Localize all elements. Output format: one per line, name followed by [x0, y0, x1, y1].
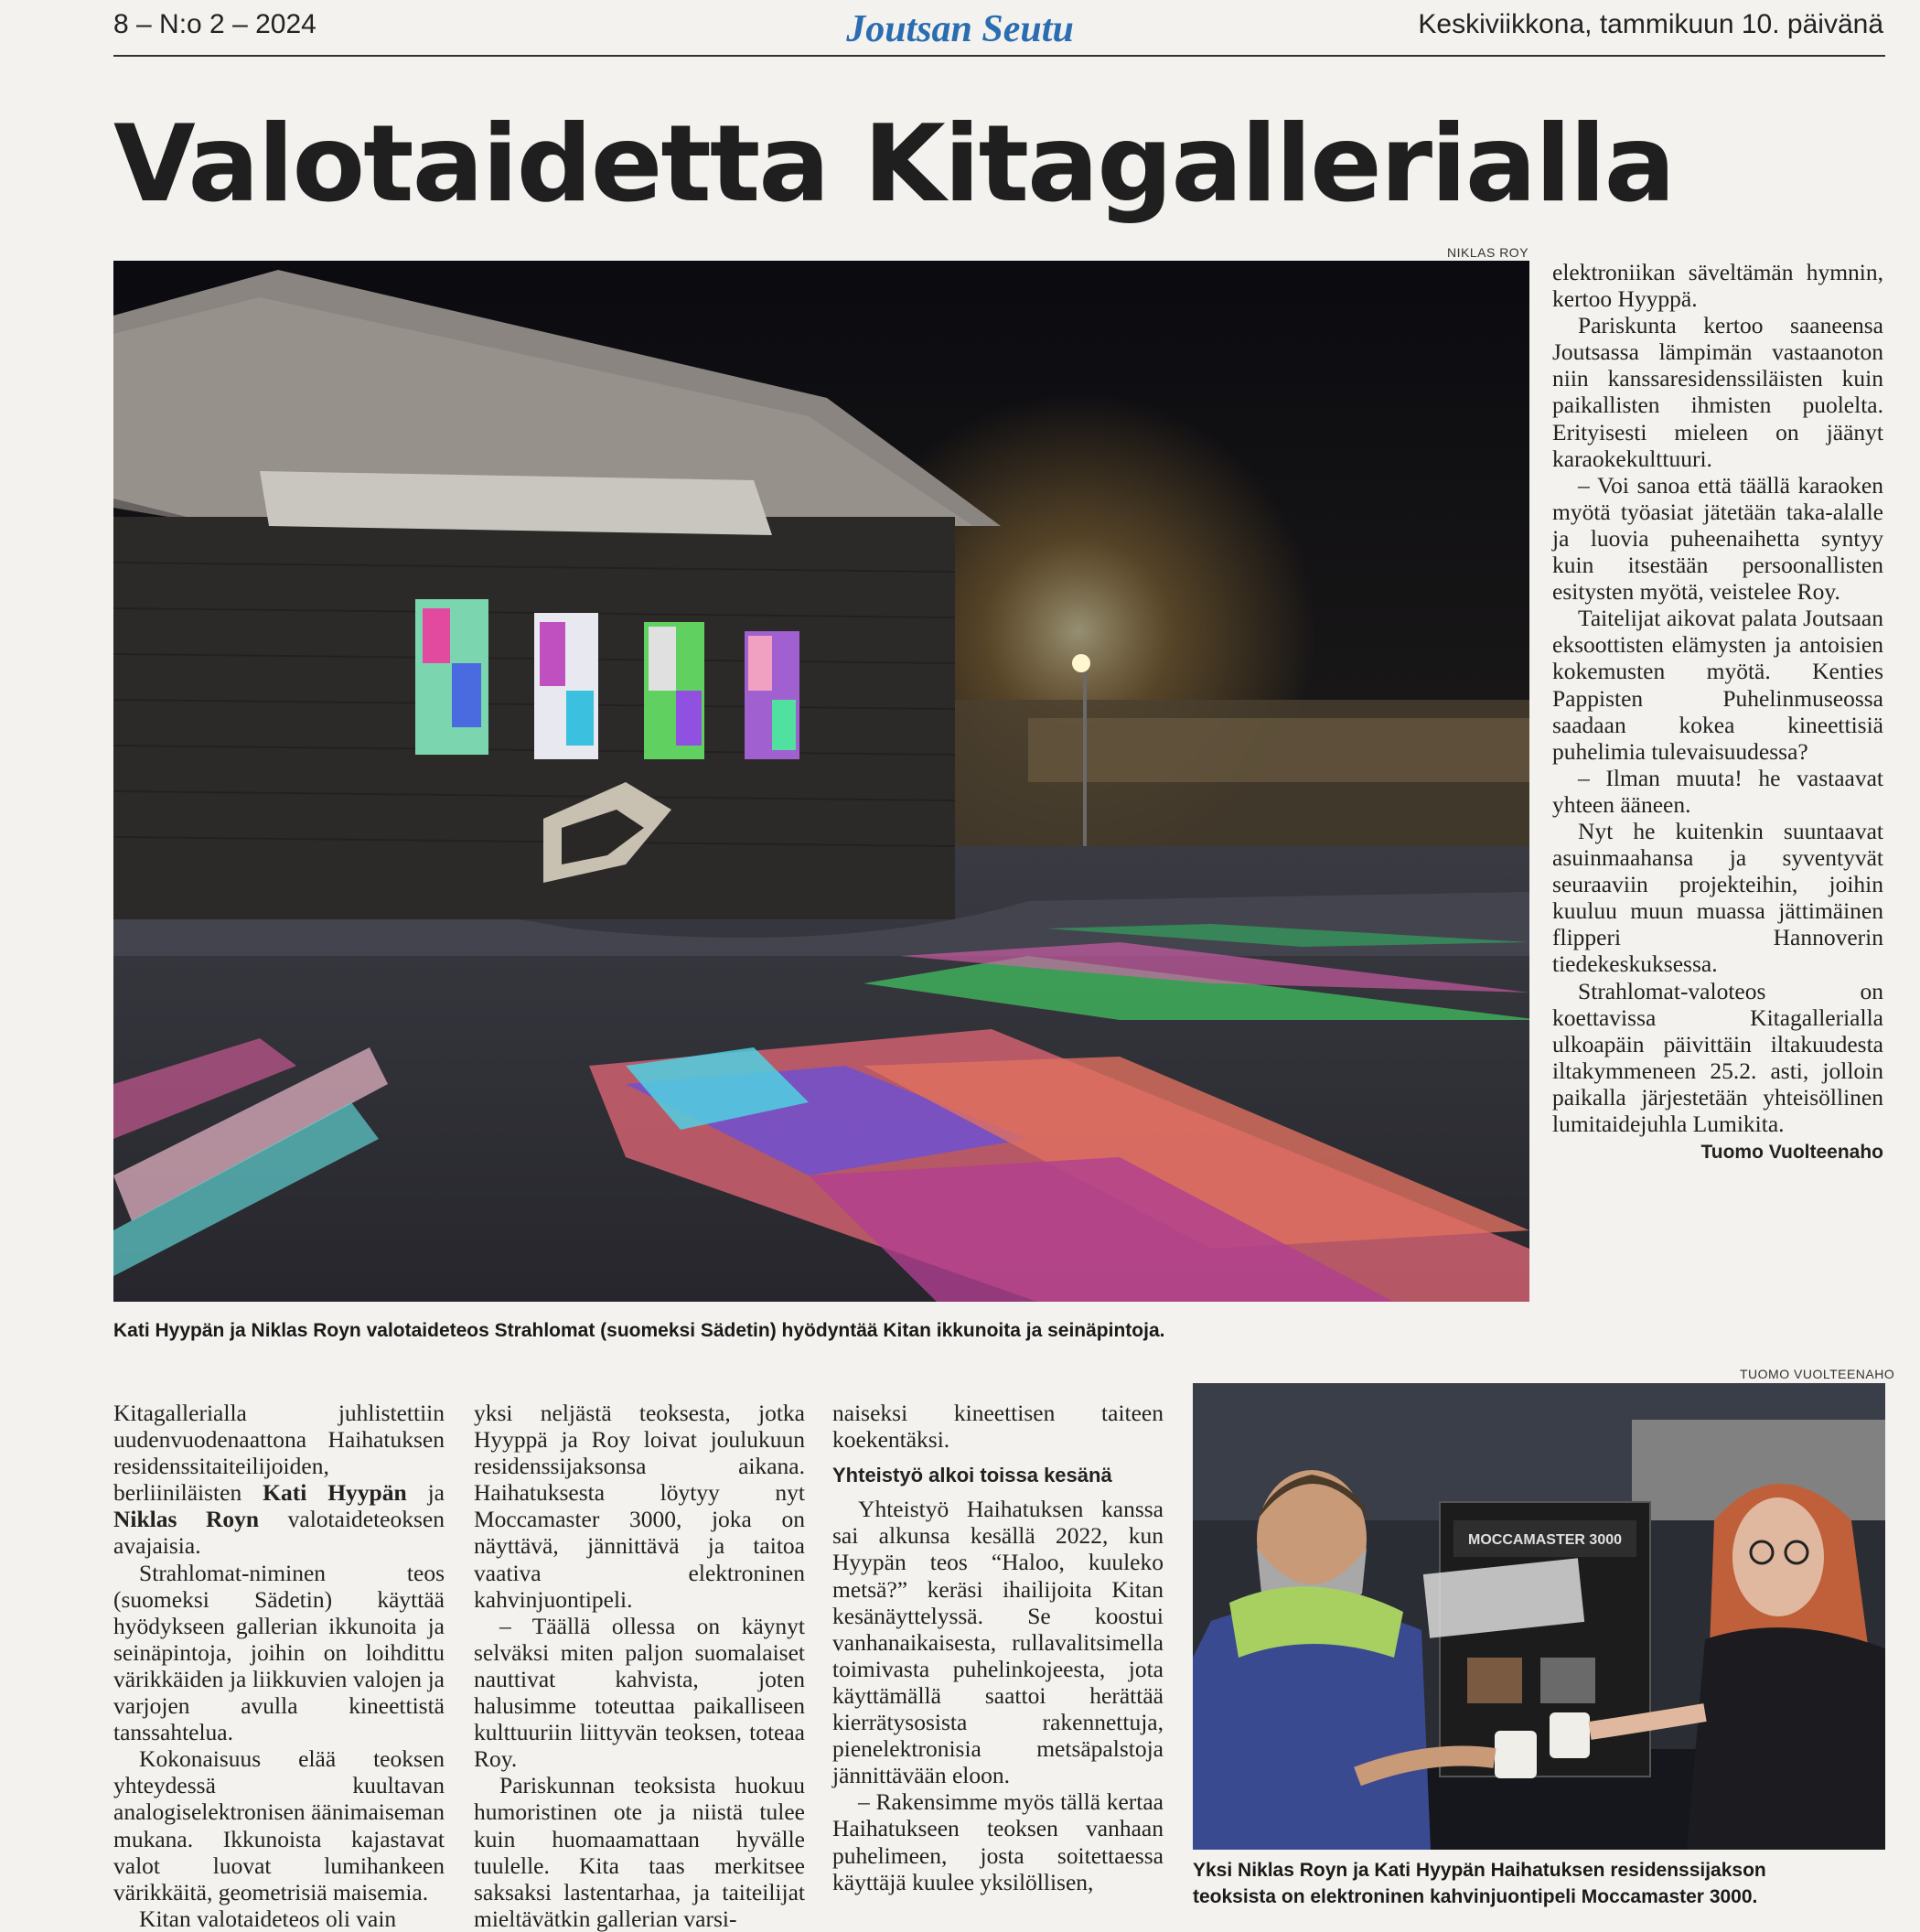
- article-headline: Valotaidetta Kitagallerialla: [113, 102, 1674, 226]
- newspaper-masthead: Joutsan Seutu: [846, 8, 1074, 50]
- small-photo-caption-line-1: Yksi Niklas Royn ja Kati Hyypän Haihatuksen residenssijakson: [1193, 1860, 1766, 1881]
- window-light-1: [415, 599, 488, 755]
- paragraph-13: – Voi sanoa että täällä karaoken myötä työasiat jätetään taka-alalle ja luovia puheenaihetta syntyy kuin itsestään persoonallisten esitysten myötä, veistelee Roy.: [1552, 471, 1883, 606]
- publication-date: Keskiviikkona, tammikuun 10. päivänä: [1418, 9, 1883, 39]
- paragraph-8: naiseksi kineettisen taiteen koekentäksi.: [832, 1400, 1164, 1454]
- paragraph-2: Strahlomat-niminen teos (suomeksi Sädetin) käyttää hyödykseen gallerian ikkunoita ja seinäpintoja, joihin on loihdittu värikkäiden ja liikkuvien valojen ja varjojen avulla kineettistä tanssahtelua.: [113, 1559, 445, 1746]
- article-column-3: [832, 1400, 1164, 1895]
- issue-number: 8 – N:o 2 – 2024: [113, 9, 316, 39]
- subheading: Yhteistyö alkoi toissa kesänä: [832, 1464, 1112, 1487]
- paragraph-17: Strahlomat-valoteos on koettavissa Kitagallerialla ulkoapäin päivittäin iltakuudesta iltakymmeneen 25.2. asti, jolloin paikalla järjestetään yhteisöllinen lumitaidejuhla Lumikita.: [1552, 977, 1883, 1137]
- small-photo: [1193, 1383, 1885, 1850]
- small-photo-caption-line-2: teoksista on elektroninen kahvinjuontipeli Moccamaster 3000.: [1193, 1886, 1758, 1908]
- paragraph-10: – Rakensimme myös tällä kertaa Haihatukseen teoksen vanhaan puhelimeen, josta soitettaessa käyttäjä kuulee yksilöllisen,: [832, 1788, 1164, 1895]
- paragraph-15: – Ilman muuta! he vastaavat yhteen ääneen.: [1552, 764, 1883, 818]
- paragraph-1-text-b: valotaideteoksen avajaisia.: [113, 1506, 445, 1560]
- window-light-2: [534, 613, 598, 759]
- artist-name-kati: Kati Hyypän: [263, 1479, 407, 1507]
- article-column-1: [113, 1400, 445, 1932]
- artists-with-coffee-game-photo: [1193, 1383, 1885, 1850]
- window-light-3: [644, 622, 704, 759]
- main-photo: [113, 261, 1529, 1302]
- author-byline: Tuomo Vuolteenaho: [1700, 1142, 1883, 1164]
- paragraph-3: Kokonaisuus elää teoksen yhteydessä kuultavan analogiselektronisen äänimaiseman mukana. Ikkunoista kajastavat valot luovat lumihankeen värikkäitä, geometrisiä maisemia.: [113, 1745, 445, 1905]
- paragraph-14: Taitelijat aikovat palata Joutsaan eksoottisten elämysten ja antoisien kokemusten myötä. Kenties Pappisten Puhelinmuseossa saadaan kokea kineettisiä puhelimia tulevaisuudessa?: [1552, 605, 1883, 765]
- paragraph-16: Nyt he kuitenkin suuntaavat asuinmaahansa ja syventyvät seuraaviin projekteihin, joihin kuuluu muun muassa jättimäinen flipperi Hannoverin tiedekeskuksessa.: [1552, 817, 1883, 978]
- window-light-4: [745, 631, 799, 759]
- paragraph-5: yksi neljästä teoksesta, jotka Hyyppä ja Roy loivat joulukuun residenssijaksonsa aikana. Haihatuksesta löytyy nyt Moccamaster 3000, joka on näyttävä, jännittävä ja taitoa vaativa elektroninen kahvinjuontipeli.: [474, 1400, 805, 1613]
- machine-label: MOCCAMASTER 3000: [1467, 1532, 1623, 1548]
- paragraph-1-and: ja: [406, 1479, 445, 1507]
- small-photo-caption: [1193, 1857, 1885, 1911]
- paragraph-4: Kitan valotaideteos oli vain: [139, 1905, 397, 1932]
- article-column-4: [1552, 259, 1883, 1165]
- paragraph-1-text-a: Kitagallerialla juhlistettiin uudenvuodenaattona Haihatuksen residenssitaiteilijoiden, berliiniläisten: [113, 1400, 445, 1507]
- small-photo-credit: TUOMO VUOLTEENAHO: [1740, 1367, 1895, 1381]
- paragraph-7: Pariskunnan teoksista huokuu humoristinen ote ja niistä tulee kuin huomaamattaan hyvälle tuulelle. Kita taas merkitsee saksaksi lastentarhaa, ja taiteilijat mieltävätkin gallerian varsi-: [474, 1772, 805, 1932]
- main-photo-caption: Kati Hyypän ja Niklas Royn valotaideteos Strahlomat (suomeksi Sädetin) hyödyntää Kitan ikkunoita ja seinäpintoja.: [113, 1320, 1165, 1341]
- article-column-2: [474, 1400, 805, 1932]
- paragraph-12: Pariskunta kertoo saaneensa Joutsassa lämpimän vastaanoton niin kanssaresidenssiläisten kuin paikallisten ihmisten puolelta. Erityisesti mieleen on jäänyt karaokekulttuuri.: [1552, 312, 1883, 472]
- paragraph-9: Yhteistyö Haihatuksen kanssa sai alkunsa kesällä 2022, kun Hyypän teos “Haloo, kuuleko metsä?” keräsi ihailijoita Kitan kesänäyttelyssä. Se koostui vanhanaikaisesta, rullavalitsimella toimivasta puhelinkojeesta, jota käyttämällä saattoi herättää kierrätysosista rakennettuja, pienelektronisia metsäpalstoja jännittävään eloon.: [832, 1496, 1164, 1789]
- main-photo-credit: NIKLAS ROY: [1447, 245, 1529, 260]
- header-rule: [113, 55, 1885, 57]
- paragraph-1: [113, 1400, 445, 1560]
- artist-name-niklas: Niklas Royn: [113, 1506, 260, 1533]
- paragraph-11: elektroniikan säveltämän hymnin, kertoo Hyyppä.: [1552, 259, 1883, 313]
- paragraph-6: – Täällä ollessa on käynyt selväksi miten paljon suomalaiset nauttivat kahvista, joten halusimme toteuttaa paikalliseen kulttuuriin liittyvän teoksen, toteaa Roy.: [474, 1612, 805, 1773]
- light-art-building-photo: [113, 261, 1529, 1302]
